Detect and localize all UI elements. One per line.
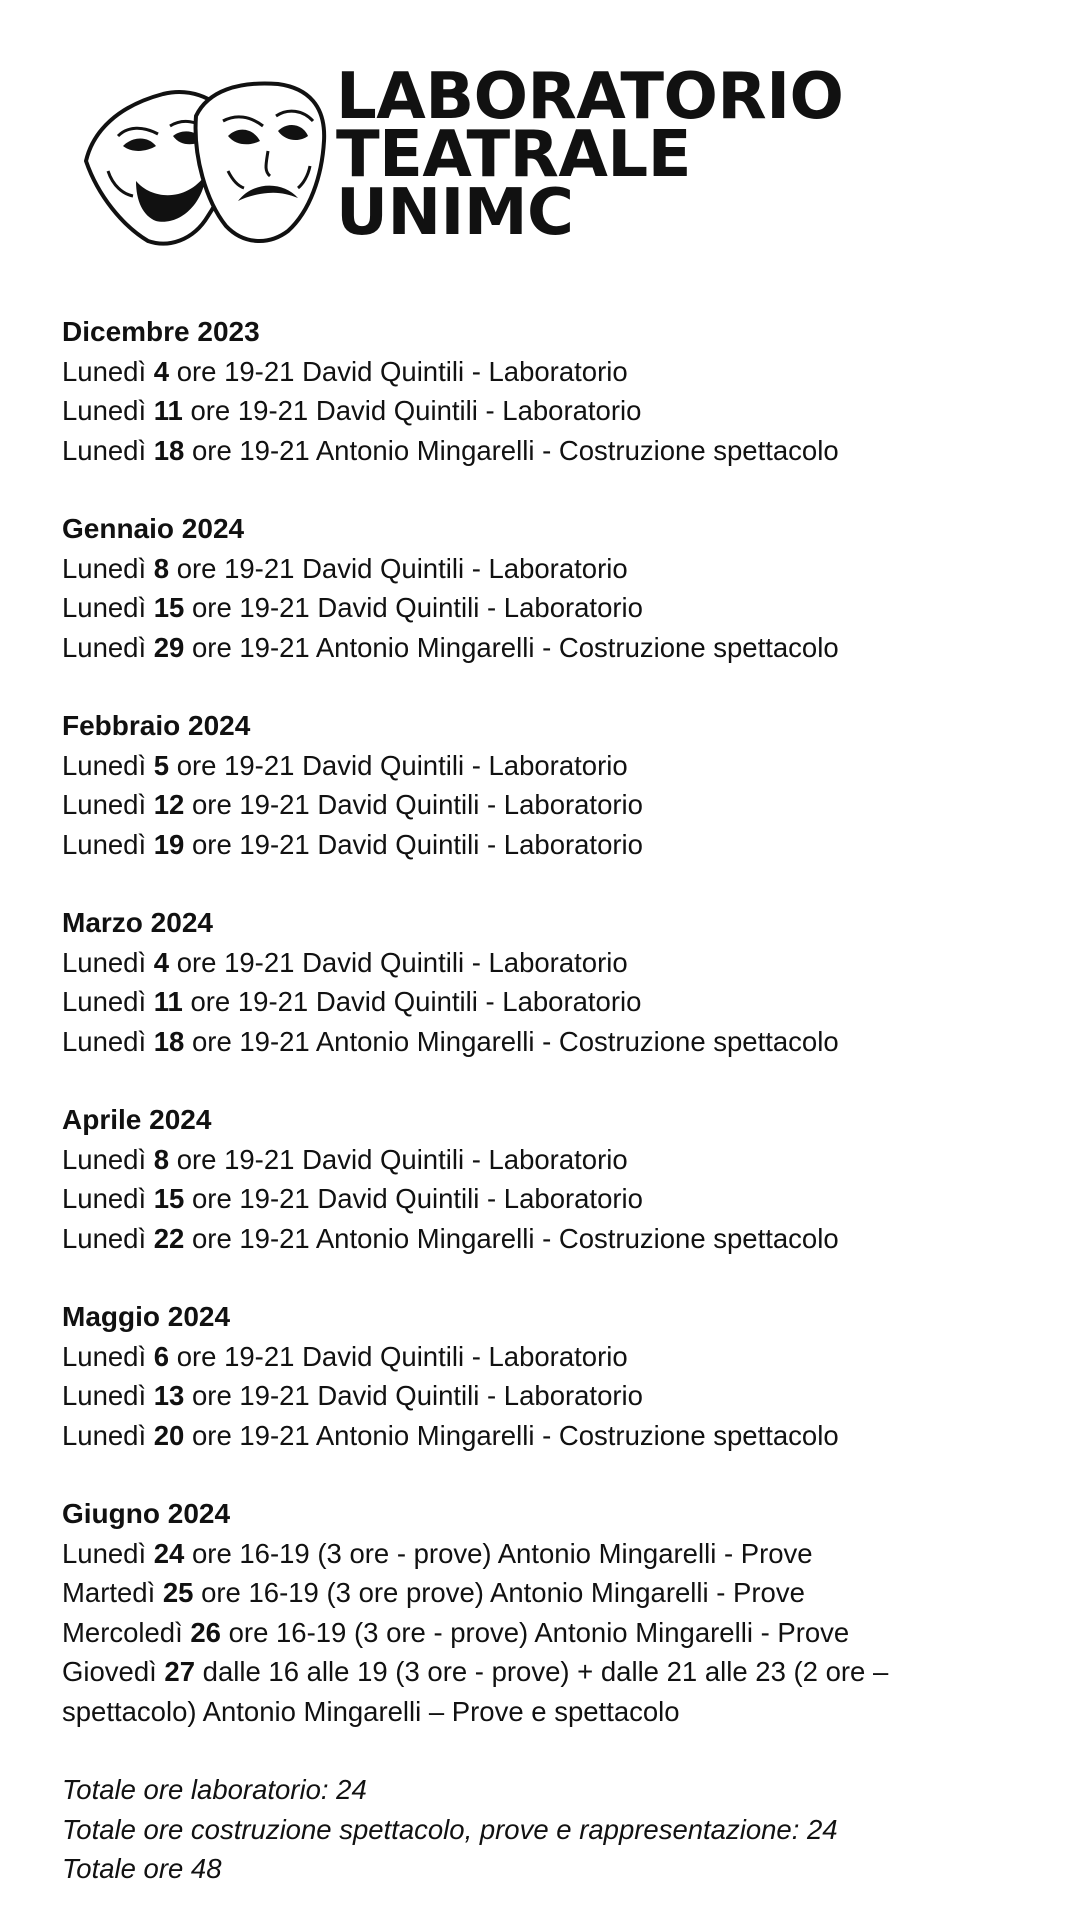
totals-section — [62, 1770, 1052, 1889]
month-section — [62, 903, 1052, 1061]
entry-date: 20 — [153, 1419, 185, 1451]
schedule-entry — [62, 352, 1052, 392]
title-line: UNIMC — [336, 176, 574, 250]
schedule-entry — [62, 1652, 982, 1731]
entry-day: Giovedì — [62, 1656, 157, 1687]
entry-date: 15 — [153, 592, 185, 623]
schedule — [62, 312, 1052, 1889]
schedule-entry — [62, 1140, 1052, 1180]
entry-date: 4 — [153, 355, 170, 387]
entry-date: 12 — [153, 789, 185, 820]
entry-details: ore 19-21 David Quintili - Laboratorio — [192, 1183, 643, 1214]
entry-date: 18 — [153, 434, 185, 466]
month-section — [62, 1100, 1052, 1258]
entry-details: ore 19-21 David Quintili - Laboratorio — [176, 552, 628, 584]
entry-day: Martedì — [62, 1577, 156, 1608]
entry-day: Lunedì — [62, 1537, 147, 1569]
entry-details: ore 19-21 David Quintili - Laboratorio — [176, 1143, 628, 1175]
schedule-entry — [62, 982, 1052, 1022]
month-section — [62, 509, 1052, 667]
entry-date: 18 — [153, 1025, 185, 1057]
schedule-entry — [62, 1416, 1052, 1456]
entry-date: 24 — [153, 1537, 185, 1569]
month-title: Dicembre 2023 — [62, 316, 260, 347]
entry-details: ore 19-21 David Quintili - Laboratorio — [176, 946, 628, 978]
header — [78, 60, 938, 258]
entry-day: Lunedì — [62, 749, 147, 781]
entry-details: ore 19-21 David Quintili - Laboratorio — [190, 986, 642, 1017]
schedule-entry — [62, 1219, 1052, 1259]
title-line: LABORATORIO — [336, 60, 844, 134]
entry-date: 8 — [153, 552, 170, 584]
entry-day: Lunedì — [62, 552, 147, 584]
schedule-entry — [62, 549, 1052, 589]
total-spettacolo: Totale ore costruzione spettacolo, prove e rappresentazione: 24 — [62, 1813, 838, 1845]
entry-details: ore 16-19 (3 ore - prove) Antonio Mingarelli - Prove — [228, 1616, 850, 1648]
entry-details: ore 19-21 David Quintili - Laboratorio — [192, 592, 643, 623]
entry-details: ore 19-21 Antonio Mingarelli - Costruzione spettacolo — [192, 1419, 839, 1451]
entry-day: Lunedì — [62, 1183, 147, 1214]
entry-date: 22 — [153, 1222, 185, 1254]
month-section — [62, 1297, 1052, 1455]
title-line: TEATRALE — [336, 118, 691, 192]
entry-details: ore 19-21 David Quintili - Laboratorio — [176, 355, 628, 387]
entry-details: ore 19-21 David Quintili - Laboratorio — [176, 749, 628, 781]
schedule-entry — [62, 588, 1052, 628]
entry-date: 15 — [153, 1183, 185, 1214]
schedule-entry — [62, 943, 1052, 983]
entry-date: 25 — [162, 1577, 194, 1608]
month-title: Febbraio 2024 — [62, 710, 251, 741]
entry-day: Lunedì — [62, 631, 147, 663]
title-block — [336, 60, 936, 250]
schedule-entry — [62, 1573, 1052, 1613]
entry-details: ore 16-19 (3 ore prove) Antonio Mingarelli - Prove — [201, 1577, 805, 1608]
entry-details: ore 19-21 Antonio Mingarelli - Costruzione spettacolo — [192, 434, 839, 466]
entry-details: ore 19-21 David Quintili - Laboratorio — [192, 789, 643, 820]
month-section — [62, 312, 1052, 470]
entry-day: Lunedì — [62, 592, 147, 623]
entry-details: ore 19-21 Antonio Mingarelli - Costruzione spettacolo — [192, 1025, 839, 1057]
schedule-entry — [62, 431, 1052, 471]
entry-details: ore 19-21 Antonio Mingarelli - Costruzione spettacolo — [192, 1222, 839, 1254]
schedule-entry — [62, 785, 1052, 825]
month-title: Maggio 2024 — [62, 1301, 231, 1332]
entry-date: 6 — [153, 1340, 170, 1372]
entry-date: 11 — [153, 986, 183, 1017]
entry-details: ore 19-21 David Quintili - Laboratorio — [192, 1380, 643, 1411]
entry-day: Lunedì — [62, 789, 147, 820]
entry-day: Lunedì — [62, 355, 147, 387]
entry-details: ore 16-19 (3 ore - prove) Antonio Mingarelli - Prove — [192, 1537, 813, 1569]
entry-day: Lunedì — [62, 1025, 147, 1057]
schedule-entry — [62, 1022, 1052, 1062]
month-section — [62, 706, 1052, 864]
entry-details: ore 19-21 David Quintili - Laboratorio — [192, 828, 643, 860]
entry-day: Lunedì — [62, 986, 147, 1017]
schedule-entry — [62, 746, 1052, 786]
total-ore: Totale ore 48 — [62, 1853, 222, 1884]
month-title: Marzo 2024 — [62, 907, 213, 938]
entry-date: 29 — [153, 631, 185, 663]
entry-day: Lunedì — [62, 1380, 147, 1411]
entry-date: 19 — [153, 828, 185, 860]
entry-date: 5 — [153, 749, 170, 781]
entry-details: ore 19-21 David Quintili - Laboratorio — [176, 1340, 628, 1372]
month-title: Aprile 2024 — [62, 1104, 212, 1135]
entry-date: 8 — [153, 1143, 170, 1175]
entry-day: Lunedì — [62, 946, 147, 978]
schedule-entry — [62, 825, 1052, 865]
entry-date: 11 — [153, 395, 183, 426]
entry-date: 27 — [164, 1656, 196, 1687]
entry-day: Lunedì — [62, 395, 147, 426]
entry-details: ore 19-21 Antonio Mingarelli - Costruzione spettacolo — [192, 631, 839, 663]
entry-details: dalle 16 alle 19 (3 ore - prove) + dalle 21 alle 23 (2 ore – spettacolo) Antonio Mingarelli – Prove e spettacolo — [62, 1656, 889, 1727]
schedule-entry — [62, 1613, 1052, 1653]
month-title: Gennaio 2024 — [62, 513, 245, 544]
entry-details: ore 19-21 David Quintili - Laboratorio — [190, 395, 642, 426]
entry-day: Lunedì — [62, 1143, 147, 1175]
schedule-entry — [62, 391, 1052, 431]
entry-date: 4 — [153, 946, 170, 978]
entry-day: Lunedì — [62, 1419, 147, 1451]
schedule-entry — [62, 628, 1052, 668]
schedule-entry — [62, 1337, 1052, 1377]
entry-day: Lunedì — [62, 828, 147, 860]
schedule-entry — [62, 1376, 1052, 1416]
schedule-entry — [62, 1179, 1052, 1219]
entry-day: Lunedì — [62, 1222, 147, 1254]
theatre-masks-icon — [78, 76, 328, 251]
month-title: Giugno 2024 — [62, 1498, 231, 1529]
month-section — [62, 1494, 1052, 1731]
entry-date: 13 — [153, 1380, 185, 1411]
schedule-entry — [62, 1534, 1052, 1574]
entry-date: 26 — [190, 1616, 221, 1648]
entry-day: Mercoledì — [62, 1616, 183, 1648]
entry-day: Lunedì — [62, 434, 147, 466]
entry-day: Lunedì — [62, 1340, 147, 1372]
total-laboratorio: Totale ore laboratorio: 24 — [62, 1774, 367, 1805]
